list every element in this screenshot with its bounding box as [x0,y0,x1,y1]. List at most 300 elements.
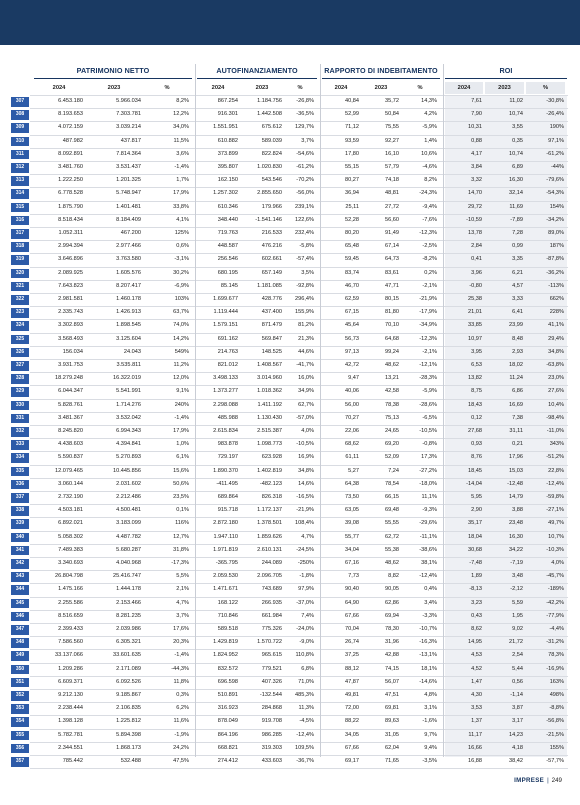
table-cell: 1.172.137 [257,507,282,514]
table-cell: 9,7% [424,731,437,738]
table-cell: 80,27 [345,177,359,184]
row-number-badge: 307 [11,97,29,107]
table-cell: 13,78 [468,230,482,236]
table-cell: 49,7% [548,520,564,527]
table-cell: 11,3% [298,705,314,712]
table-cell: -12,3% [419,335,437,342]
table-cell: 3,23 [471,599,482,606]
table-cell: 33.601.635 [113,652,141,659]
table-row [0,135,580,148]
table-cell: 63,7% [173,309,189,316]
table-cell: 56,60 [385,216,399,223]
row-number-badge: 345 [11,599,29,609]
table-cell: -2,5% [422,243,437,250]
table-cell: 155,9% [295,309,314,316]
table-cell: -16,5% [296,494,314,500]
table-cell: -1,6% [422,718,437,725]
table-cell: 5.966.034 [116,98,141,104]
table-cell: 915.718 [217,507,238,514]
table-cell: -1.541.146 [255,216,282,223]
table-cell: 6.994.343 [116,428,141,434]
table-cell: -26,8% [296,98,314,104]
table-cell: 34,05 [345,731,359,738]
table-cell: 47,5% [173,758,189,764]
table-cell: 26.804.798 [55,573,83,580]
row-number-badge: 344 [11,585,29,595]
table-row [0,333,580,346]
table-cell: -56,0% [296,190,314,197]
subheader-cell: % [297,85,303,91]
table-cell: -2,1% [422,282,437,289]
table-cell: 10,31 [468,124,482,131]
table-row [0,425,580,438]
table-row [0,293,580,306]
table-cell: 64,73 [385,256,399,263]
table-cell: 67,14 [385,243,399,250]
table-cell: -29,6% [419,520,437,527]
table-cell: 11,5% [173,137,189,144]
table-cell: 62,04 [385,744,399,751]
table-cell: 7,28 [512,230,523,236]
table-cell: 1.209.286 [58,665,83,672]
table-cell: 24.043 [123,348,141,355]
table-cell: 1.378.501 [257,520,282,527]
table-cell: 986.285 [261,731,282,738]
table-cell: 70,04 [345,626,359,632]
table-cell: 1,47 [471,678,482,685]
table-cell: 1,95 [512,612,523,619]
table-cell: 448.587 [217,243,238,250]
table-cell: 30,2% [173,269,189,276]
table-cell: 0,43 [471,612,482,619]
table-cell: 7,38 [512,414,523,421]
table-cell: 31,8% [173,546,189,553]
table-cell: 179.966 [261,203,282,210]
table-cell: 10,74 [509,111,523,118]
table-cell: -37,0% [296,599,314,606]
table-cell: 34,8% [298,467,314,474]
table-cell: 168.122 [217,599,238,606]
table-cell: 1.018.362 [257,388,282,395]
table-cell: 9,47 [348,375,359,382]
row-number-badge: 318 [11,242,29,252]
table-cell: -79,6% [546,177,564,184]
table-cell: 9,02 [512,626,523,632]
subheader-cell: % [526,82,565,94]
table-cell: 2,93 [512,348,523,355]
table-row [0,240,580,253]
table-cell: -57,7% [546,758,564,764]
table-cell: 5.782.781 [58,731,83,738]
table-cell: -59,8% [546,494,564,500]
table-cell: 2.238.444 [58,705,83,712]
table-cell: 74,0% [173,322,189,329]
table-cell: 549% [174,348,189,355]
table-cell: 56,07 [385,678,399,685]
table-cell: 2.212.486 [116,494,141,500]
table-cell: 70,27 [345,414,359,421]
table-cell: -17,3% [171,560,189,566]
table-row [0,346,580,359]
table-cell: 11,8% [173,678,189,685]
table-cell: 4,7% [301,533,314,540]
table-cell: -21,9% [296,507,314,514]
table-cell: 4.487.782 [116,533,141,540]
table-cell: 675.612 [261,124,282,131]
table-cell: 779.521 [261,665,282,672]
table-cell: -56,8% [546,718,564,725]
table-cell: 3,5% [301,269,314,276]
table-cell: 4,0% [551,560,564,566]
table-cell: 11,17 [468,731,482,738]
table-cell: -61,2% [296,164,314,170]
table-cell: 42,88 [385,652,399,659]
table-cell: -16,9% [546,665,564,672]
table-cell: 13,21 [385,375,399,382]
table-row [0,438,580,451]
row-number-badge: 331 [11,414,29,424]
table-row [0,121,580,134]
table-cell: -2,12 [510,586,523,593]
table-cell: 64,90 [345,599,359,606]
table-cell: 316.923 [217,705,238,712]
row-number-badge: 334 [11,453,29,463]
table-cell: 916.301 [217,111,238,118]
table-cell: 18,04 [468,533,482,540]
table-cell: 23,48 [509,520,523,527]
table-row [0,412,580,425]
table-cell: 17,3% [421,454,437,461]
table-cell: 21,72 [509,639,523,646]
table-row [0,517,580,530]
table-cell: 3,33 [512,296,523,302]
table-cell: 1.570.722 [257,639,282,646]
table-cell: -13,1% [419,652,437,659]
table-cell: 3,32 [471,177,482,184]
table-cell: 6,8% [301,665,314,672]
table-cell: 62,59 [345,296,359,302]
table-cell: 69,20 [385,441,399,448]
table-cell: -0,80 [469,282,482,289]
row-number-badge: 339 [11,519,29,529]
table-cell: 40,06 [345,388,359,395]
top-banner [0,0,580,45]
row-number-badge: 353 [11,704,29,714]
table-cell: -31,2% [546,639,564,646]
table-cell: 78,3% [548,652,564,659]
table-cell: 190% [549,124,564,131]
row-number-badge: 356 [11,744,29,754]
table-cell: -57,0% [296,414,314,421]
table-cell: 163% [549,678,564,685]
table-cell: 6,21 [512,269,523,276]
table-cell: 3,6% [176,150,189,157]
table-row [0,372,580,385]
table-cell: 3.183.099 [116,520,141,527]
table-cell: -1,4% [174,414,189,421]
table-cell: 1.225.812 [116,718,141,725]
row-number-badge: 346 [11,612,29,622]
table-cell: -36,2% [546,269,564,276]
table-cell: 1.411.192 [257,401,282,408]
table-cell: 17,80 [345,150,359,157]
subheader-cell: 2024 [334,85,348,91]
table-cell: 31,96 [385,639,399,646]
footer-separator: | [547,777,549,784]
table-cell: 62,86 [385,599,399,606]
table-cell: 85.145 [220,282,238,289]
table-cell: -18,0% [419,480,437,487]
table-cell: 864.196 [217,731,238,738]
table-cell: 129,7% [295,124,314,131]
subheader-cell: 2023 [485,82,524,94]
table-row [0,385,580,398]
table-cell: 21,01 [468,309,482,316]
table-cell: 1.201.325 [116,177,141,184]
table-cell: 4,8% [424,692,437,698]
table-cell: 46,70 [345,282,359,289]
table-row [0,280,580,293]
subheader-cell: 2023 [255,85,269,91]
table-cell: 148.525 [261,348,282,355]
table-cell: 785.442 [62,758,83,764]
table-cell: 743.689 [261,586,282,593]
table-cell: 2.153.466 [116,599,141,606]
table-cell: -11,0% [546,428,564,434]
table-cell: 2.298.088 [213,401,238,408]
table-cell: 52,28 [345,216,359,223]
table-cell: 2.171.089 [116,665,141,672]
table-cell: 4.040.968 [116,560,141,566]
table-cell: 296,4% [295,296,314,302]
table-row [0,491,580,504]
table-cell: 3.532.042 [116,414,141,421]
table-cell: 0,56 [512,678,523,685]
row-number-badge: 321 [11,282,29,292]
table-cell: 1.890.370 [213,467,238,474]
row-number-badge: 355 [11,731,29,741]
table-cell: 3,88 [512,507,523,514]
table-cell: 240% [174,401,189,408]
table-cell: 34,04 [345,546,359,553]
row-number-badge: 313 [11,176,29,186]
table-cell: 18,45 [468,467,482,474]
table-cell: 52,09 [385,454,399,461]
table-cell: 2.344.551 [58,744,83,751]
table-cell: -77,9% [546,612,564,619]
table-cell: 12.079.465 [55,467,83,474]
table-cell: 7,24 [388,467,399,474]
table-cell: 7.586.560 [58,639,83,646]
table-cell: 1.971.819 [213,546,238,553]
table-cell: 72,00 [345,705,359,712]
table-cell: 34,0% [173,124,189,131]
table-cell: -10,5% [419,428,437,434]
table-cell: 680.195 [217,269,238,276]
table-cell: 1.444.178 [116,586,141,593]
table-row [0,253,580,266]
table-cell: 39,08 [345,520,359,527]
table-cell: 41,1% [548,322,564,329]
table-row [0,161,580,174]
table-row [0,689,580,702]
table-cell: 284.868 [261,705,282,712]
table-cell: 266.935 [261,599,282,606]
table-cell: 35,72 [385,98,399,104]
table-cell: 1.875.790 [58,203,83,210]
table-cell: 239,1% [295,203,314,210]
table-cell: 3,35 [512,256,523,263]
table-cell: 16,10 [385,150,399,157]
table-cell: -1,14 [510,692,523,698]
table-cell: 9.212.130 [58,692,83,698]
table-cell: 8.092.891 [58,150,83,157]
table-cell: -189% [547,586,564,593]
table-cell: 0,1% [176,507,189,514]
table-row [0,676,580,689]
table-cell: 2.615.834 [213,428,238,434]
table-cell: -12,48 [507,480,523,487]
table-cell: 3,7% [176,612,189,619]
table-cell: 67,16 [345,560,359,566]
table-row [0,663,580,676]
table-cell: 4,30 [471,692,482,698]
row-number-badge: 330 [11,401,29,411]
row-number-badge: 315 [11,203,29,213]
table-cell: 90,40 [345,586,359,593]
table-cell: 18,43 [468,401,482,408]
table-cell: -5,8% [299,243,314,250]
table-cell: 38,1% [421,560,437,566]
table-row [0,478,580,491]
table-cell: 3.481.367 [58,414,83,421]
table-cell: 7.303.781 [116,111,141,118]
table-cell: 3.340.693 [58,560,83,566]
table-cell: 42,72 [345,362,359,368]
table-cell: 15,03 [509,467,523,474]
table-cell: 373.899 [217,150,238,157]
table-cell: 67,66 [345,744,359,751]
table-row [0,544,580,557]
table-cell: 73,50 [345,494,359,500]
table-cell: 33,8% [173,203,189,210]
table-cell: 6.778.528 [58,190,83,197]
table-cell: 3.014.960 [257,375,282,382]
table-cell: 3,55 [512,124,523,131]
table-row [0,557,580,570]
table-cell: 1.551.951 [213,124,238,131]
row-number-badge: 341 [11,546,29,556]
table-cell: 2.335.743 [58,309,83,316]
table-row [0,227,580,240]
table-cell: 1.579.151 [213,322,238,329]
table-cell: 6,86 [512,388,523,395]
table-cell: 108,4% [295,520,314,527]
row-number-badge: 324 [11,321,29,331]
table-cell: -6,9% [174,282,189,289]
table-cell: 3.481.760 [58,164,83,170]
table-cell: 3,87 [512,705,523,712]
table-cell: 3.302.893 [58,322,83,329]
table-cell: 826.318 [261,494,282,500]
table-cell: 3.531.437 [116,164,141,170]
table-cell: 34,9% [298,388,314,395]
table-cell: -30,8% [546,98,564,104]
table-cell: 22,8% [548,467,564,474]
row-number-badge: 351 [11,678,29,688]
table-cell: 10,97 [468,335,482,342]
table-cell: 10,7% [548,533,564,540]
row-number-badge: 322 [11,295,29,305]
table-cell: 14,23 [509,731,523,738]
table-cell: 3,7% [301,137,314,144]
table-cell: 4.394.841 [116,441,141,448]
table-cell: 2.399.433 [58,626,83,632]
table-cell: 71,12 [345,124,359,131]
table-cell: 154% [549,203,564,210]
table-cell: 919.708 [261,718,282,725]
table-cell: 4,52 [471,665,482,672]
table-cell: 6,41 [512,309,523,316]
table-cell: -1,4% [174,652,189,659]
table-cell: 26,74 [345,639,359,646]
table-cell: 155% [549,744,564,751]
table-cell: 42,58 [385,388,399,395]
table-cell: 69,81 [385,705,399,712]
table-cell: 1.442.508 [257,111,282,118]
table-cell: 17,9% [173,190,189,197]
table-cell: -38,6% [419,546,437,553]
table-cell: 92,27 [385,137,399,144]
table-cell: 6.305.321 [116,639,141,646]
table-cell: 1.401.481 [116,203,141,210]
page-footer [514,777,562,784]
table-cell: -87,8% [546,256,564,263]
table-cell: -365.795 [215,560,238,566]
table-cell: 23,5% [173,494,189,500]
table-cell: 1.257.302 [213,190,238,197]
table-cell: -61,2% [546,150,564,157]
table-cell: 2.855.650 [257,190,282,197]
table-cell: 3.498.133 [213,375,238,382]
table-cell: 16,66 [468,744,482,751]
table-cell: 485,3% [295,692,314,698]
table-cell: -5,9% [422,388,437,395]
table-cell: 14,3% [421,98,437,104]
table-cell: 11,69 [509,203,523,210]
table-cell: -63,8% [546,362,564,368]
table-cell: -28,3% [419,375,437,382]
table-cell: 1.475.166 [58,586,83,593]
table-cell: 25,38 [468,296,482,302]
table-cell: 1.868.173 [116,744,141,751]
table-cell: 1.426.913 [116,309,141,316]
row-number-badge: 316 [11,216,29,226]
subheader-cell: 2024 [52,85,66,91]
table-cell: 0,3% [176,692,189,698]
table-row [0,306,580,319]
table-cell: -16,3% [419,639,437,646]
table-cell: 1.947.110 [213,533,238,540]
subheader-cell: 2023 [374,85,388,91]
table-cell: 67,15 [345,309,359,316]
table-cell: 487.982 [62,137,83,144]
table-cell: 5.058.302 [58,533,83,540]
table-cell: 97,9% [298,586,314,593]
table-cell: 16,30 [509,177,523,184]
table-cell: 696.598 [217,678,238,685]
table-cell: 710.846 [217,612,238,619]
